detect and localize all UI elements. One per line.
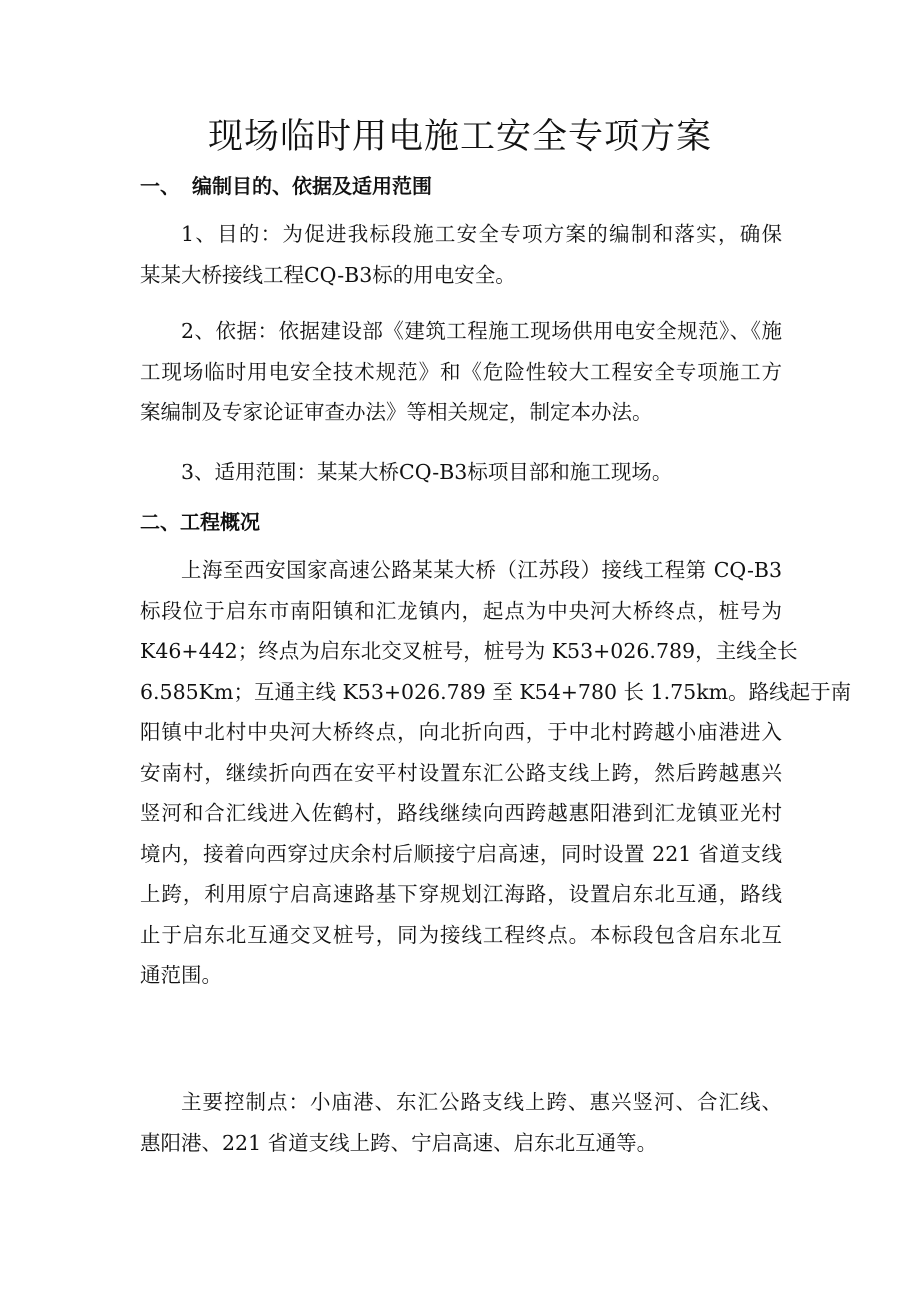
paragraph-line: 某某大桥接线工程CQ-B3标的用电安全。 bbox=[140, 262, 516, 287]
scope-paragraph bbox=[140, 452, 782, 493]
section-1-heading-text: 编制目的、依据及适用范围 bbox=[192, 174, 432, 198]
paragraph-line: 案编制及专家论证审查办法》等相关规定，制定本办法。 bbox=[140, 400, 653, 424]
project-overview-paragraph bbox=[140, 550, 852, 996]
control-points-paragraph bbox=[140, 1082, 782, 1163]
paragraph-line: 主要控制点：小庙港、东汇公路支线上跨、惠兴竖河、合汇线、 bbox=[181, 1090, 782, 1114]
paragraph-line: 止于启东北互通交叉桩号，同为接线工程终点。本标段包含启东北互 bbox=[140, 922, 782, 947]
paragraph-line: 上海至西安国家高速公路某某大桥（江苏段）接线工程第 CQ-B3 bbox=[181, 558, 782, 582]
paragraph-line: 工现场临时用电安全技术规范》和《危险性较大工程安全专项施工方 bbox=[140, 359, 782, 384]
paragraph-line: 1、目的：为促进我标段施工安全专项方案的编制和落实，确保 bbox=[181, 222, 782, 246]
paragraph-line: 通范围。 bbox=[140, 963, 222, 987]
paragraph-line: 6.585Km；互通主线 K53+026.789 至 K54+780 长 1.75km。路线起于南 bbox=[140, 679, 852, 704]
paragraph-line: 3、适用范围：某某大桥CQ-B3标项目部和施工现场。 bbox=[181, 460, 673, 484]
document-title: 现场临时用电施工安全专项方案 bbox=[207, 117, 712, 157]
paragraph-line: 安南村，继续折向西在安平村设置东汇公路支线上跨，然后跨越惠兴 bbox=[140, 760, 782, 785]
paragraph-line: 阳镇中北村中央河大桥终点，向北折向西，于中北村跨越小庙港进入 bbox=[140, 720, 782, 744]
paragraph-line: 境内，接着向西穿过庆余村后顺接宁启高速，同时设置 221 省道支线 bbox=[140, 841, 782, 866]
paragraph-line: K46+442；终点为启东北交叉桩号，桩号为 K53+026.789，主线全长 bbox=[140, 639, 798, 663]
paragraph-line: 2、依据：依据建设部《建筑工程施工现场供用电安全规范》、《施 bbox=[181, 319, 782, 343]
purpose-paragraph bbox=[140, 214, 782, 295]
paragraph-line: 标段位于启东市南阳镇和汇龙镇内，起点为中央河大桥终点，桩号为 bbox=[140, 598, 782, 623]
paragraph-line: 惠阳港、221 省道支线上跨、宁启高速、启东北互通等。 bbox=[140, 1130, 658, 1155]
section-2-heading: 二、工程概况 bbox=[140, 510, 260, 534]
paragraph-line: 上跨，利用原宁启高速路基下穿规划江海路，设置启东北互通，路线 bbox=[140, 882, 782, 906]
section-1-number: 一、 bbox=[140, 174, 180, 198]
basis-paragraph bbox=[140, 311, 782, 433]
section-1-heading bbox=[140, 172, 432, 200]
paragraph-line: 竖河和合汇线进入佐鹤村，路线继续向西跨越惠阳港到汇龙镇亚光村 bbox=[140, 801, 782, 825]
